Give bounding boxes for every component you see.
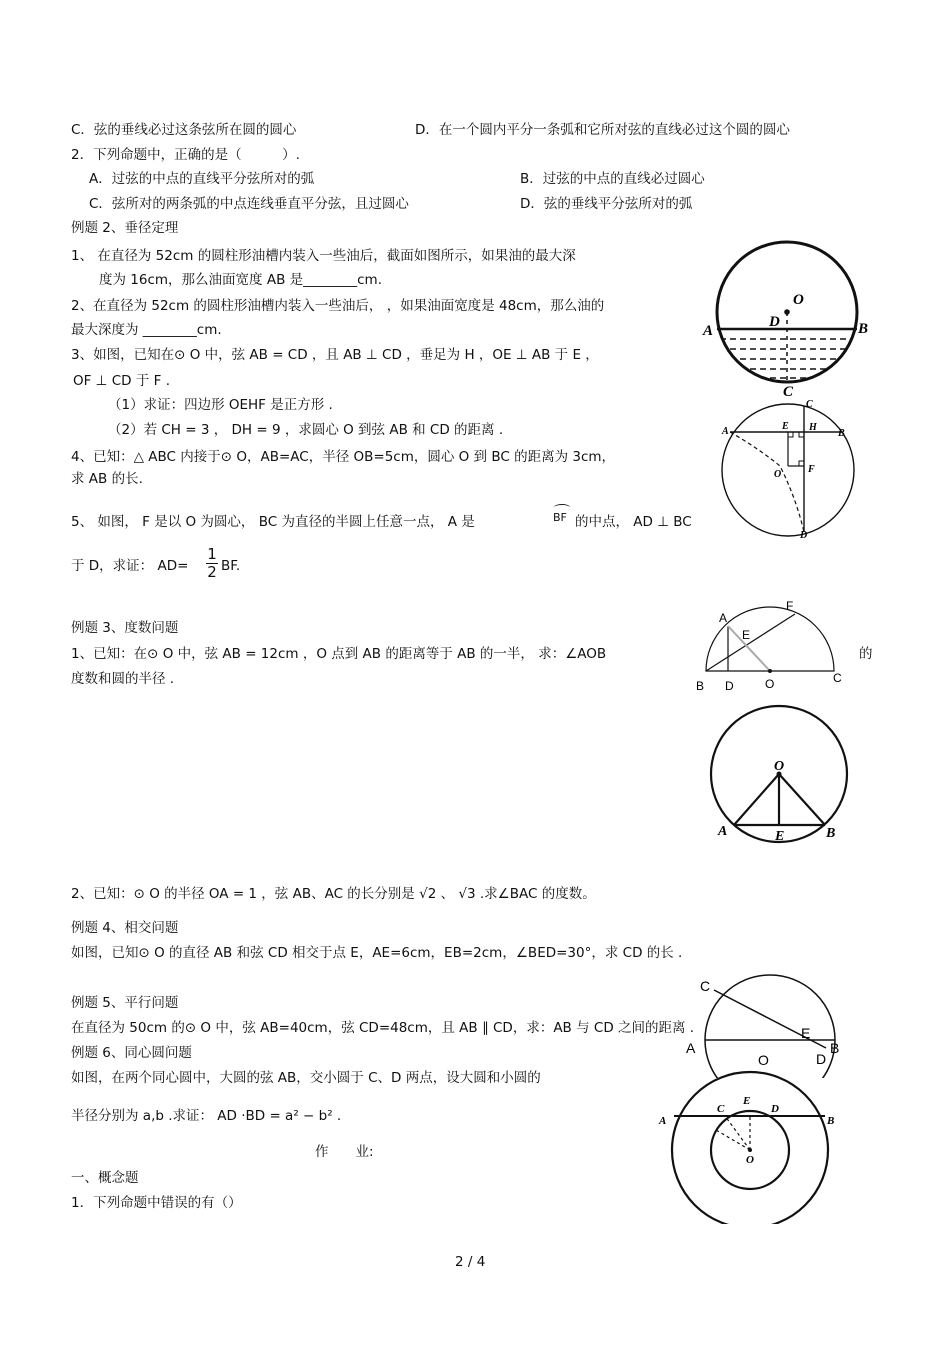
degree-problem-1-line-2: 度数和圆的半径 . bbox=[71, 671, 175, 687]
problem-3-part-2: （2）若 CH = 3 ， DH = 9 ，求圆心 O 到弦 AB 和 CD 的距离 . bbox=[108, 422, 504, 438]
square-label-h: H bbox=[809, 422, 817, 433]
conc-label-c: C bbox=[717, 1103, 725, 1115]
degree-problem-1-de: 的 bbox=[859, 646, 873, 662]
homework-heading: 作 业: bbox=[315, 1144, 374, 1160]
semi-label-o: O bbox=[765, 677, 775, 691]
semi-label-e: E bbox=[742, 628, 751, 642]
fraction-numerator: 1 bbox=[207, 545, 217, 563]
problem-5-line-2: 于 D，求证： AD= bbox=[71, 558, 189, 574]
example-4-heading: 例题 4、相交问题 bbox=[71, 920, 179, 936]
chord-label-b: B bbox=[830, 1040, 840, 1056]
degree-problem-1-line-1: 1、已知：在⊙ O 中，弦 AB = 12cm ，O 点到 AB 的距离等于 AB 的一半， 求：∠AOB bbox=[71, 646, 607, 662]
conc-label-b: B bbox=[827, 1115, 835, 1127]
problem-1-line-1: 1、 在直径为 52cm 的圆柱形油槽内装入一些油后，截面如图所示，如果油的最大深 bbox=[71, 248, 576, 264]
semi-label-d: D bbox=[725, 679, 734, 693]
concept-question-1: 1．下列命题中错误的有（） bbox=[71, 1195, 242, 1211]
semicircle-figure bbox=[690, 598, 860, 698]
square-label-a: A bbox=[722, 426, 729, 437]
option-c-1: C．弦的垂线必过这条弦所在圆的圆心 bbox=[71, 122, 297, 138]
problem-3-line-1: 3、如图，已知在⊙ O 中，弦 AB = CD ，且 AB ⊥ CD ，垂足为 H ，OE ⊥ AB 于 E ， bbox=[71, 347, 599, 363]
oil-label-a: A bbox=[703, 323, 714, 339]
option-a-2: A．过弦的中点的直线平分弦所对的弧 bbox=[89, 171, 315, 187]
concentric-problem-line-1: 如图，在两个同心圆中，大圆的弦 AB，交小圆于 C、D 两点，设大圆和小圆的 bbox=[71, 1070, 541, 1086]
option-d-2: D．弦的垂线平分弦所对的弧 bbox=[520, 196, 693, 212]
problem-3-line-2: OF ⊥ CD 于 F . bbox=[73, 373, 170, 389]
square-figure bbox=[718, 398, 858, 540]
chord-intersect-figure bbox=[680, 968, 850, 1078]
triangle-circle-figure bbox=[704, 704, 854, 849]
arc-bf-text: BF bbox=[553, 511, 567, 524]
semi-label-f: F bbox=[786, 599, 794, 613]
problem-3-part-1: （1）求证：四边形 OEHF 是正方形 . bbox=[108, 397, 333, 413]
oil-label-d: D bbox=[769, 314, 780, 330]
square-label-e: E bbox=[782, 421, 789, 432]
fraction-denominator: 2 bbox=[207, 563, 217, 581]
conc-label-o: O bbox=[746, 1154, 754, 1166]
chord-label-d: D bbox=[816, 1051, 827, 1067]
problem-4-line-2: 求 AB 的长. bbox=[71, 471, 143, 487]
concentric-figure bbox=[655, 1064, 845, 1224]
tri-label-b: B bbox=[826, 826, 836, 841]
concept-section-heading: 一、概念题 bbox=[71, 1170, 139, 1186]
example-5-heading: 例题 5、平行问题 bbox=[71, 995, 179, 1011]
oil-label-o: O bbox=[793, 292, 804, 308]
conc-label-d: D bbox=[771, 1103, 779, 1115]
problem-5-line-2b: BF. bbox=[221, 558, 241, 574]
conc-label-a: A bbox=[659, 1115, 667, 1127]
square-label-b: B bbox=[838, 428, 845, 439]
semi-label-b: B bbox=[696, 679, 705, 693]
semi-label-a: A bbox=[719, 611, 728, 625]
example-6-heading: 例题 6、同心圆问题 bbox=[71, 1045, 192, 1061]
problem-5-line-1b: 的中点， AD ⊥ BC bbox=[575, 514, 692, 530]
chord-label-e: E bbox=[801, 1025, 811, 1041]
square-label-f: F bbox=[808, 464, 815, 475]
page-number: 2 / 4 bbox=[455, 1254, 486, 1270]
square-label-d: D bbox=[800, 530, 808, 540]
problem-2-line-1: 2、在直径为 52cm 的圆柱形油槽内装入一些油后， ，如果油面宽度是 48cm，那么油的 bbox=[71, 298, 605, 314]
option-b-2: B．过弦的中点的直线必过圆心 bbox=[520, 171, 705, 187]
arc-bf-label bbox=[553, 509, 567, 527]
example-2-heading: 例题 2、垂径定理 bbox=[71, 220, 179, 236]
oil-label-b: B bbox=[858, 321, 869, 337]
fraction-one-half bbox=[206, 546, 218, 581]
concentric-problem-line-2: 半径分别为 a,b .求证： AD ·BD = a² − b² . bbox=[71, 1108, 342, 1124]
tri-label-o: O bbox=[774, 759, 785, 774]
question-2: 2．下列命题中，正确的是（ ）. bbox=[71, 147, 300, 163]
chord-label-o: O bbox=[758, 1052, 769, 1068]
example-3-heading: 例题 3、度数问题 bbox=[71, 620, 179, 636]
semi-label-c: C bbox=[833, 671, 842, 685]
intersect-problem: 如图，已知⊙ O 的直径 AB 和弦 CD 相交于点 E，AE=6cm，EB=2cm，∠BED=30°，求 CD 的长 . bbox=[71, 945, 683, 961]
problem-2-line-2: 最大深度为 ________cm. bbox=[71, 322, 222, 338]
problem-4-line-1: 4、已知：△ ABC 内接于⊙ O，AB=AC，半径 OB=5cm，圆心 O 到 BC 的距离为 3cm， bbox=[71, 449, 616, 465]
problem-5-line-1a: 5、 如图， F 是以 O 为圆心， BC 为直径的半圆上任意一点， A 是 bbox=[71, 514, 475, 530]
chord-label-c: C bbox=[700, 978, 711, 994]
option-c-2: C．弦所对的两条弧的中点连线垂直平分弦，且过圆心 bbox=[89, 196, 409, 212]
oil-tank-figure bbox=[700, 236, 875, 401]
conc-label-e: E bbox=[743, 1095, 751, 1107]
oil-label-c: C bbox=[783, 384, 794, 400]
degree-problem-2: 2、已知：⊙ O 的半径 OA = 1 ，弦 AB、AC 的长分别是 √2 、 √3 .求∠BAC 的度数。 bbox=[71, 886, 596, 902]
tri-label-e: E bbox=[775, 829, 785, 844]
chord-label-a: A bbox=[686, 1040, 696, 1056]
parallel-problem: 在直径为 50cm 的⊙ O 中，弦 AB=40cm，弦 CD=48cm，且 AB ∥ CD，求：AB 与 CD 之间的距离 . bbox=[71, 1020, 695, 1036]
square-label-c: C bbox=[806, 399, 813, 410]
option-d-1: D．在一个圆内平分一条弧和它所对弦的直线必过这个圆的圆心 bbox=[415, 122, 790, 138]
square-label-o: O bbox=[774, 469, 782, 480]
tri-label-a: A bbox=[718, 824, 728, 839]
problem-1-line-2: 度为 16cm，那么油面宽度 AB 是________cm. bbox=[99, 272, 382, 288]
